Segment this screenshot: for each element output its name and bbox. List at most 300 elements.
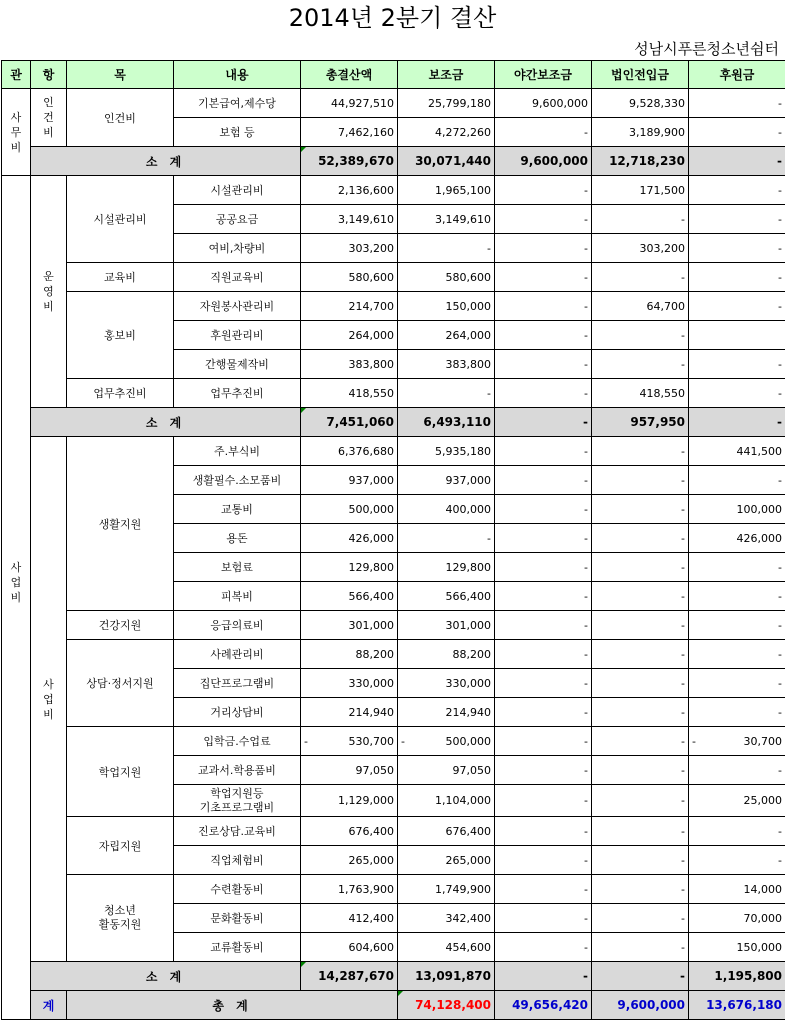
total-amount xyxy=(301,669,398,698)
cell-value: 100,000 xyxy=(736,502,782,516)
mok-saenghwal: 생활지원 xyxy=(67,437,174,611)
cell-value: 214,940 xyxy=(445,705,491,719)
mok-geongang: 건강지원 xyxy=(67,611,174,640)
header-corporate: 법인전입금 xyxy=(592,61,689,89)
total-amount xyxy=(301,611,398,640)
item-content: 학업지원등 기초프로그램비 xyxy=(174,785,301,817)
cell-value: 1,763,900 xyxy=(338,882,394,896)
dash-marker: - xyxy=(401,734,405,748)
cell-value: 44,927,510 xyxy=(331,96,394,110)
cell-value: - xyxy=(681,794,685,807)
total-amount xyxy=(301,263,398,292)
header-mok: 목 xyxy=(67,61,174,89)
cell-value: 1,749,900 xyxy=(435,882,491,896)
header-donation: 후원금 xyxy=(689,61,785,89)
cell-value: - xyxy=(778,212,782,226)
cell-value: 13,676,180 xyxy=(706,998,782,1012)
cell-value: - xyxy=(681,589,685,603)
total-amount xyxy=(301,785,398,817)
cell-value: 97,050 xyxy=(355,763,394,777)
cell-value: - xyxy=(584,794,588,807)
table-row xyxy=(2,611,785,640)
table-row xyxy=(2,292,785,321)
cell-value: - xyxy=(681,444,685,458)
night-subsidy-amount xyxy=(495,962,592,991)
header-gwan: 관 xyxy=(2,61,31,89)
total-amount xyxy=(301,350,398,379)
subtotal-row xyxy=(2,408,785,437)
cell-value: - xyxy=(584,940,588,954)
cell-value: - xyxy=(584,270,588,284)
item-content: 교통비 xyxy=(174,495,301,524)
corporate-amount xyxy=(592,292,689,321)
night-subsidy-amount xyxy=(495,408,592,437)
mok-youth: 청소년 활동지원 xyxy=(67,875,174,962)
donation-amount xyxy=(689,263,785,292)
subsidy-amount xyxy=(398,466,495,495)
item-content: 보험 등 xyxy=(174,118,301,147)
subtotal-label: 소 계 xyxy=(31,408,301,437)
table-row xyxy=(2,89,785,118)
corporate-amount xyxy=(592,669,689,698)
subsidy-amount xyxy=(398,933,495,962)
corporate-amount xyxy=(592,466,689,495)
total-amount xyxy=(301,437,398,466)
night-subsidy-amount xyxy=(495,118,592,147)
cell-value: - xyxy=(778,589,782,603)
total-amount xyxy=(301,292,398,321)
cell-value: - xyxy=(584,241,588,255)
cell-value: - xyxy=(584,328,588,342)
corporate-amount xyxy=(592,582,689,611)
cell-value: 264,000 xyxy=(348,328,394,342)
header-subsidy: 보조금 xyxy=(398,61,495,89)
cell-value: 214,940 xyxy=(348,705,394,719)
cell-value: - xyxy=(584,357,588,371)
table-row xyxy=(2,640,785,669)
donation-amount xyxy=(689,292,785,321)
mok-ingeon: 인건비 xyxy=(67,89,174,147)
cell-value: - xyxy=(487,386,491,400)
table-row xyxy=(2,875,785,904)
header-row xyxy=(2,61,785,89)
corporate-amount xyxy=(592,234,689,263)
item-content: 피복비 xyxy=(174,582,301,611)
cell-value: 303,200 xyxy=(348,241,394,255)
cell-value: 7,451,060 xyxy=(326,415,394,429)
cell-value: - xyxy=(681,618,685,632)
item-content: 직업체험비 xyxy=(174,846,301,875)
cell-value: - xyxy=(584,618,588,632)
cell-value: - xyxy=(583,415,588,429)
corporate-amount xyxy=(592,408,689,437)
header-total: 총결산액 xyxy=(301,61,398,89)
total-amount xyxy=(301,698,398,727)
cell-value: 14,287,670 xyxy=(318,969,394,983)
cell-value: - xyxy=(584,589,588,603)
cell-value: 400,000 xyxy=(445,502,491,516)
cell-value: - xyxy=(778,853,782,867)
cell-value: - xyxy=(778,763,782,777)
donation-amount xyxy=(689,962,785,991)
subsidy-amount xyxy=(398,437,495,466)
dash-marker: - xyxy=(304,734,308,748)
cell-value: 6,376,680 xyxy=(338,444,394,458)
subsidy-amount xyxy=(398,350,495,379)
cell-value: - xyxy=(584,386,588,400)
total-amount xyxy=(398,991,495,1020)
item-content: 입학금.수업료 xyxy=(174,727,301,756)
cell-value: - xyxy=(681,560,685,574)
subsidy-amount xyxy=(398,234,495,263)
cell-value: 303,200 xyxy=(639,241,685,255)
donation-amount xyxy=(689,904,785,933)
grand-total-row xyxy=(2,991,785,1020)
cell-value: - xyxy=(584,705,588,719)
corporate-amount xyxy=(592,875,689,904)
night-subsidy-amount xyxy=(495,756,592,785)
corporate-amount xyxy=(592,698,689,727)
corporate-amount xyxy=(592,263,689,292)
total-amount xyxy=(301,495,398,524)
cell-value: - xyxy=(584,473,588,487)
item-content: 진로상담.교육비 xyxy=(174,817,301,846)
cell-value: 4,272,260 xyxy=(435,125,491,139)
corporate-amount xyxy=(592,495,689,524)
cell-value: - xyxy=(778,299,782,313)
cell-value: - xyxy=(778,357,782,371)
organization-name: 성남시푸른청소년쉼터 xyxy=(634,40,779,58)
cell-value: - xyxy=(583,969,588,983)
subsidy-amount xyxy=(398,846,495,875)
item-content: 간행물제작비 xyxy=(174,350,301,379)
subsidy-amount xyxy=(398,263,495,292)
cell-value: 3,149,610 xyxy=(338,212,394,226)
item-content: 시설관리비 xyxy=(174,176,301,205)
item-content: 공공요금 xyxy=(174,205,301,234)
header-content: 내용 xyxy=(174,61,301,89)
corporate-amount xyxy=(592,640,689,669)
corporate-amount xyxy=(592,379,689,408)
total-amount xyxy=(301,321,398,350)
total-amount xyxy=(301,176,398,205)
donation-amount xyxy=(689,756,785,785)
subsidy-amount xyxy=(398,727,495,756)
donation-amount xyxy=(689,582,785,611)
night-subsidy-amount xyxy=(495,904,592,933)
cell-value: - xyxy=(778,824,782,838)
total-amount xyxy=(301,817,398,846)
item-content: 보험료 xyxy=(174,553,301,582)
cell-value: 12,718,230 xyxy=(609,154,685,168)
subsidy-amount xyxy=(398,611,495,640)
subsidy-amount xyxy=(495,991,592,1020)
night-subsidy-amount xyxy=(495,292,592,321)
total-amount xyxy=(301,205,398,234)
item-content: 응급의료비 xyxy=(174,611,301,640)
subtotal-label: 소 계 xyxy=(31,147,301,176)
table-row xyxy=(2,263,785,292)
cell-value: - xyxy=(584,853,588,867)
item-content: 집단프로그램비 xyxy=(174,669,301,698)
donation-amount xyxy=(689,147,785,176)
corporate-amount xyxy=(689,991,785,1020)
corporate-amount xyxy=(592,611,689,640)
cell-value: 52,389,670 xyxy=(318,154,394,168)
corporate-amount xyxy=(592,524,689,553)
cell-value: - xyxy=(681,502,685,516)
night-subsidy-amount xyxy=(495,785,592,817)
cell-value: 265,000 xyxy=(348,853,394,867)
corporate-amount xyxy=(592,350,689,379)
mok-jarip: 자립지원 xyxy=(67,817,174,875)
subsidy-amount xyxy=(398,553,495,582)
subsidy-amount xyxy=(398,89,495,118)
cell-value: 426,000 xyxy=(736,531,782,545)
cell-value: 330,000 xyxy=(348,676,394,690)
subtotal-row xyxy=(2,962,785,991)
cell-value: 330,000 xyxy=(445,676,491,690)
donation-amount xyxy=(689,698,785,727)
cell-value: 25,000 xyxy=(743,794,782,807)
cell-value: 301,000 xyxy=(445,618,491,632)
cell-value: 301,000 xyxy=(348,618,394,632)
item-content: 자원봉사관리비 xyxy=(174,292,301,321)
cell-value: 580,600 xyxy=(445,270,491,284)
hang-ingeon: 인 건 비 xyxy=(31,89,67,147)
cell-value: 14,000 xyxy=(743,882,782,896)
total-amount xyxy=(301,875,398,904)
cell-value: 2,136,600 xyxy=(338,183,394,197)
cell-value: - xyxy=(584,676,588,690)
item-content: 생활필수.소모품비 xyxy=(174,466,301,495)
night-subsidy-amount xyxy=(495,846,592,875)
cell-value: - xyxy=(584,299,588,313)
item-content: 거리상담비 xyxy=(174,698,301,727)
corporate-amount xyxy=(592,89,689,118)
donation-amount xyxy=(689,234,785,263)
hang-unyeong: 운 영 비 xyxy=(31,176,67,408)
cell-value: - xyxy=(681,531,685,545)
cell-value: - xyxy=(681,270,685,284)
night-subsidy-amount xyxy=(495,466,592,495)
table-row xyxy=(2,727,785,756)
cell-value: - xyxy=(584,183,588,197)
subsidy-amount xyxy=(398,756,495,785)
cell-value: 383,800 xyxy=(348,357,394,371)
cell-value: - xyxy=(681,763,685,777)
subtotal-row xyxy=(2,147,785,176)
cell-value: 957,950 xyxy=(630,415,685,429)
corporate-amount xyxy=(592,962,689,991)
cell-value: 214,700 xyxy=(348,299,394,313)
night-subsidy-amount xyxy=(495,698,592,727)
cell-value: - xyxy=(681,328,685,342)
cell-value: - xyxy=(778,676,782,690)
total-amount xyxy=(301,904,398,933)
subsidy-amount xyxy=(398,292,495,321)
cell-value: - xyxy=(681,473,685,487)
item-content: 여비,차량비 xyxy=(174,234,301,263)
cell-value: 412,400 xyxy=(348,911,394,925)
cell-value: 9,600,000 xyxy=(617,998,685,1012)
item-content: 교류활동비 xyxy=(174,933,301,962)
cell-value: - xyxy=(681,940,685,954)
cell-value: - xyxy=(778,386,782,400)
cell-value: - xyxy=(487,531,491,545)
mok-hakeop: 학업지원 xyxy=(67,727,174,817)
cell-value: - xyxy=(778,473,782,487)
cell-value: 129,800 xyxy=(348,560,394,574)
header-hang: 항 xyxy=(31,61,67,89)
cell-value: 454,600 xyxy=(445,940,491,954)
total-amount xyxy=(301,118,398,147)
cell-value: 64,700 xyxy=(646,299,685,313)
subsidy-amount xyxy=(398,495,495,524)
cell-value: 1,195,800 xyxy=(714,969,782,983)
mok-sangdam: 상담·정서지원 xyxy=(67,640,174,727)
cell-value: - xyxy=(681,705,685,719)
night-subsidy-amount xyxy=(495,321,592,350)
cell-value: - xyxy=(681,911,685,925)
subsidy-amount xyxy=(398,408,495,437)
item-content: 수련활동비 xyxy=(174,875,301,904)
cell-value: - xyxy=(584,824,588,838)
hang-saeop: 사 업 비 xyxy=(31,437,67,962)
night-subsidy-amount xyxy=(495,89,592,118)
mok-eopmu: 업무추진비 xyxy=(67,379,174,408)
total-amount xyxy=(301,379,398,408)
cell-value: 676,400 xyxy=(445,824,491,838)
cell-value: 25,799,180 xyxy=(428,96,491,110)
corporate-amount xyxy=(592,785,689,817)
cell-value: - xyxy=(584,911,588,925)
donation-amount xyxy=(689,727,785,756)
cell-value: - xyxy=(680,969,685,983)
cell-value: 74,128,400 xyxy=(415,998,491,1012)
cell-value: - xyxy=(777,154,782,168)
night-subsidy-amount xyxy=(495,582,592,611)
total-amount xyxy=(301,466,398,495)
item-content: 후원관리비 xyxy=(174,321,301,350)
cell-value: 530,700 xyxy=(348,734,394,748)
cell-value: - xyxy=(681,357,685,371)
cell-value: 383,800 xyxy=(445,357,491,371)
cell-value: - xyxy=(584,763,588,777)
cell-value: - xyxy=(778,560,782,574)
cell-value: - xyxy=(778,96,782,110)
cell-value: - xyxy=(681,824,685,838)
corporate-amount xyxy=(592,176,689,205)
cell-value: 13,091,870 xyxy=(415,969,491,983)
cell-value: 566,400 xyxy=(445,589,491,603)
subsidy-amount xyxy=(398,118,495,147)
night-subsidy-amount xyxy=(495,379,592,408)
night-subsidy-amount xyxy=(592,991,689,1020)
total-amount xyxy=(301,727,398,756)
night-subsidy-amount xyxy=(495,176,592,205)
grand-total-label: 총 계 xyxy=(67,991,398,1020)
subsidy-amount xyxy=(398,785,495,817)
night-subsidy-amount xyxy=(495,234,592,263)
subsidy-amount xyxy=(398,379,495,408)
night-subsidy-amount xyxy=(495,263,592,292)
subsidy-amount xyxy=(398,582,495,611)
cell-value: 937,000 xyxy=(445,473,491,487)
cell-value: - xyxy=(584,125,588,139)
total-amount xyxy=(301,89,398,118)
cell-value: 3,149,610 xyxy=(435,212,491,226)
subsidy-amount xyxy=(398,205,495,234)
cell-value: 426,000 xyxy=(348,531,394,545)
cell-value: - xyxy=(681,853,685,867)
corporate-amount xyxy=(592,727,689,756)
mok-gyoyuk: 교육비 xyxy=(67,263,174,292)
cell-value: - xyxy=(777,415,782,429)
night-subsidy-amount xyxy=(495,205,592,234)
gwan-saeop-label: 사 업 비 xyxy=(10,561,22,604)
cell-value: - xyxy=(681,734,685,748)
night-subsidy-amount xyxy=(495,524,592,553)
cell-value: - xyxy=(778,125,782,139)
cell-value: 88,200 xyxy=(355,647,394,661)
cell-value: 342,400 xyxy=(445,911,491,925)
corporate-amount xyxy=(592,817,689,846)
corporate-amount xyxy=(592,553,689,582)
donation-amount xyxy=(689,379,785,408)
donation-amount xyxy=(689,640,785,669)
cell-value: - xyxy=(584,647,588,661)
cell-value: 676,400 xyxy=(348,824,394,838)
night-subsidy-amount xyxy=(495,495,592,524)
cell-value: - xyxy=(778,618,782,632)
donation-amount xyxy=(689,495,785,524)
cell-value: - xyxy=(584,502,588,516)
cell-value: - xyxy=(681,647,685,661)
donation-amount xyxy=(689,89,785,118)
total-amount xyxy=(301,756,398,785)
night-subsidy-amount xyxy=(495,817,592,846)
night-subsidy-amount xyxy=(495,875,592,904)
total-amount xyxy=(301,640,398,669)
cell-value: 1,129,000 xyxy=(338,794,394,807)
donation-amount xyxy=(689,611,785,640)
cell-value: 70,000 xyxy=(743,911,782,925)
total-amount xyxy=(301,846,398,875)
cell-value: 6,493,110 xyxy=(423,415,491,429)
subsidy-amount xyxy=(398,875,495,904)
donation-amount xyxy=(689,817,785,846)
item-content: 용돈 xyxy=(174,524,301,553)
cell-value: 937,000 xyxy=(348,473,394,487)
cell-value: 418,550 xyxy=(348,386,394,400)
cell-value: 49,656,420 xyxy=(512,998,588,1012)
corporate-amount xyxy=(592,756,689,785)
item-content: 주.부식비 xyxy=(174,437,301,466)
subsidy-amount xyxy=(398,698,495,727)
cell-value: 500,000 xyxy=(445,734,491,748)
item-content: 교과서.학용품비 xyxy=(174,756,301,785)
donation-amount xyxy=(689,176,785,205)
cell-value: 150,000 xyxy=(736,940,782,954)
corporate-amount xyxy=(592,933,689,962)
total-amount xyxy=(301,147,398,176)
cell-value: - xyxy=(778,647,782,661)
cell-value: - xyxy=(584,560,588,574)
dash-marker: - xyxy=(692,734,696,748)
corporate-amount xyxy=(592,437,689,466)
item-content: 문화활동비 xyxy=(174,904,301,933)
